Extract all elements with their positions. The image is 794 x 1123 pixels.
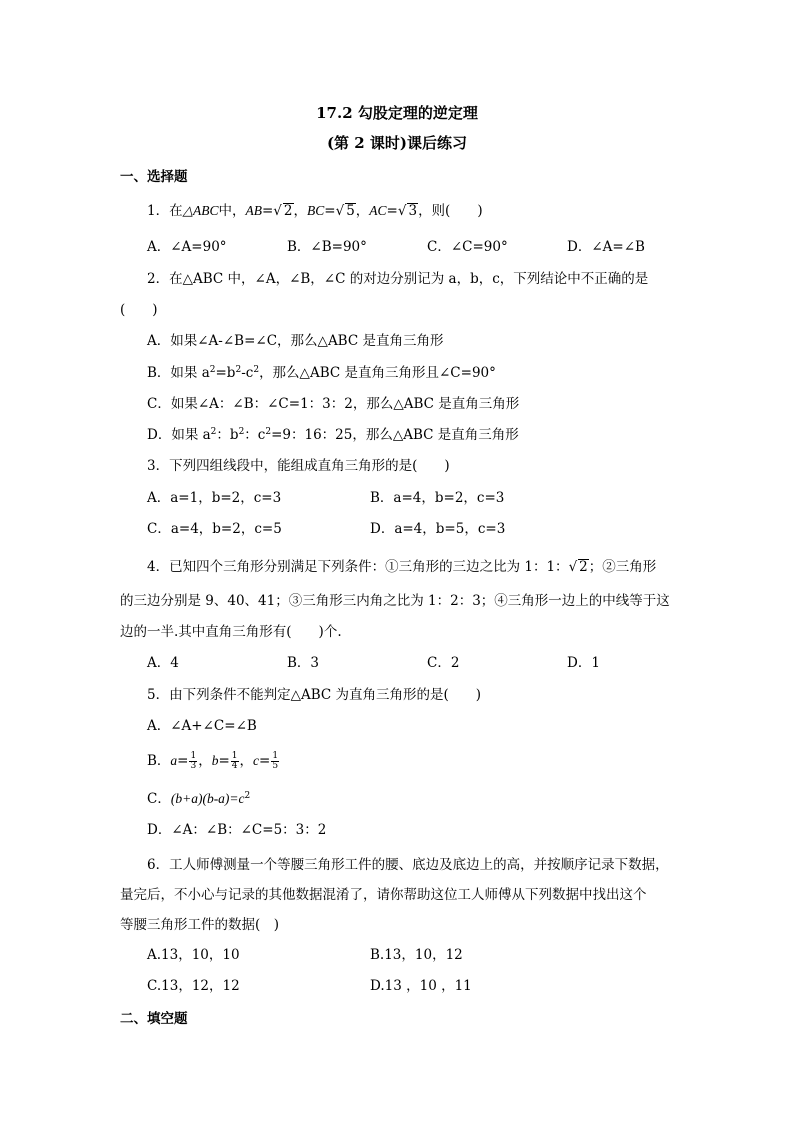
question-4-line-2: 的三边分别是 9、40、41；③三角形三内角之比为 1：2：3；④三角形一边上的中线等于这: [120, 593, 670, 609]
q5-option-c[interactable]: [147, 790, 250, 808]
q5-b-var-b: b: [211, 753, 219, 768]
q1-sep1: ，: [293, 203, 307, 219]
q2-b-pre: B．如果 a: [147, 365, 210, 381]
section-heading-fill: 二、填空题: [120, 1011, 188, 1027]
q3-option-b[interactable]: B．a=4，b=2，c=3: [370, 490, 505, 506]
question-6-line-2: 量完后，不小心与记录的其他数据混淆了，请你帮助这位工人师傅从下列数据中找出这个: [120, 887, 647, 903]
q4-option-c[interactable]: C．2: [427, 655, 460, 671]
q1-eq1: =: [261, 203, 274, 219]
q1-eq2: =: [324, 203, 336, 219]
q5-b-sep1: ，: [198, 753, 212, 769]
q2-b-sq2: 2: [235, 365, 242, 375]
q2-option-c[interactable]: C．如果∠A：∠B：∠C=1：3：2，那么△ABC 是直角三角形: [147, 396, 520, 412]
q2-option-a[interactable]: A．如果∠A-∠B=∠C，那么△ABC 是直角三角形: [147, 333, 444, 349]
q5-b-eq1: =: [177, 753, 189, 769]
q2-option-d[interactable]: [147, 426, 519, 444]
q1-mid: 中，: [218, 203, 246, 219]
q2-b-mid2: -c: [241, 365, 254, 381]
q4-option-d[interactable]: D．1: [567, 655, 600, 671]
question-6-line-3: 等腰三角形工件的数据( ): [120, 917, 280, 933]
q5-b-eq3: =: [259, 753, 271, 769]
q2-d-sq2: 2: [238, 427, 245, 437]
section-heading-choice: 一、选择题: [120, 169, 188, 185]
q2-b-mid1: =b: [215, 365, 236, 381]
q1-option-c[interactable]: C．∠C=90°: [427, 239, 508, 255]
q1-sqrt5: √ 5: [335, 203, 355, 219]
q2-d-pre: D．如果 a: [147, 427, 211, 443]
q5-fraction-one-fourth: $\frac{1}{4}$: [231, 751, 238, 771]
q1-number: 1．在: [147, 203, 183, 219]
q5-b-sep2: ，: [239, 753, 254, 769]
q1-bc: BC: [307, 203, 325, 218]
q4-option-a[interactable]: A．4: [147, 655, 179, 671]
q5-fraction-one-fifth: $\frac{1}{5}$: [272, 751, 279, 771]
q5-c-pre: C．: [147, 791, 171, 807]
question-5-stem: 5．由下列条件不能判定△ABC 为直角三角形的是( ): [147, 687, 482, 703]
q5-c-sq: 2: [244, 791, 251, 801]
q1-triangle: △ABC: [182, 203, 219, 218]
q3-option-d[interactable]: D．a=4，b=5，c=3: [370, 521, 506, 537]
q5-b-var-c: c: [253, 753, 260, 768]
q2-option-b[interactable]: [147, 364, 496, 382]
q4-line1-b: ；②三角形: [588, 559, 657, 575]
q6-option-c[interactable]: C.13，12，12: [147, 978, 240, 994]
q4-line1-a: 4．已知四个三角形分别满足下列条件：①三角形的三边之比为 1：1：: [147, 559, 569, 575]
q6-option-b[interactable]: B.13，10，12: [370, 947, 463, 963]
q1-sqrt2: √ 2: [273, 203, 293, 219]
q1-option-b[interactable]: B．∠B=90°: [287, 239, 367, 255]
page-subtitle: (第 2 课时)课后练习: [326, 134, 468, 152]
page-title: 17.2 勾股定理的逆定理: [316, 104, 478, 122]
q5-b-pre: B．: [147, 753, 171, 769]
q2-d-end: =9：16：25，那么△ABC 是直角三角形: [271, 427, 519, 443]
q2-d-mid2: ：c: [244, 427, 266, 443]
q5-b-eq2: =: [218, 753, 230, 769]
q5-b-var-a: a: [170, 753, 178, 768]
q1-end: ，则( ): [418, 203, 483, 219]
q2-b-sq1: 2: [209, 365, 216, 375]
q6-option-a[interactable]: A.13，10，10: [147, 947, 240, 963]
q3-option-c[interactable]: C．a=4，b=2，c=5: [147, 521, 282, 537]
question-4-line-3: 边的一半.其中直角三角形有( )个.: [120, 624, 342, 640]
q5-c-body: (b+a)(b-a)=c: [170, 791, 245, 806]
q2-b-end: ，那么△ABC 是直角三角形且∠C=90°: [259, 365, 496, 381]
q1-sep2: ，: [355, 203, 370, 219]
q2-d-sq3: 2: [265, 427, 272, 437]
q4-sqrt2: √ 2: [568, 559, 588, 575]
q1-option-a[interactable]: A．∠A=90°: [147, 239, 227, 255]
q5-option-d[interactable]: D．∠A：∠B：∠C=5：3：2: [147, 822, 327, 838]
q1-ac: AC: [369, 203, 387, 218]
q2-d-mid1: ：b: [216, 427, 239, 443]
q1-sqrt3: √ 3: [397, 203, 418, 219]
question-1-stem: [147, 202, 483, 220]
question-2-stem: 2．在△ABC 中，∠A，∠B，∠C 的对边分别记为 a，b，c，下列结论中不正确的是: [147, 271, 649, 287]
q5-option-b[interactable]: [147, 752, 280, 771]
q2-d-sq1: 2: [210, 427, 217, 437]
question-6-line-1: 6．工人师傅测量一个等腰三角形工件的腰、底边及底边上的高，并按顺序记录下数据，: [147, 857, 669, 873]
q1-ab: AB: [245, 203, 262, 218]
question-3-stem: 3．下列四组线段中，能组成直角三角形的是( ): [147, 458, 450, 474]
q1-eq3: =: [386, 203, 398, 219]
q1-option-d[interactable]: D．∠A=∠B: [567, 239, 645, 255]
question-4-line-1: [147, 558, 656, 576]
q4-option-b[interactable]: B．3: [287, 655, 320, 671]
q2-b-sq3: 2: [253, 365, 260, 375]
q2-paren: ( ): [120, 302, 158, 318]
q3-option-a[interactable]: A．a=1，b=2，c=3: [147, 490, 282, 506]
q6-option-d[interactable]: D.13 ，10 ，11: [370, 978, 472, 994]
q5-option-a[interactable]: A．∠A+∠C=∠B: [147, 718, 257, 734]
q5-fraction-one-third: $\frac{1}{3}$: [190, 751, 197, 771]
